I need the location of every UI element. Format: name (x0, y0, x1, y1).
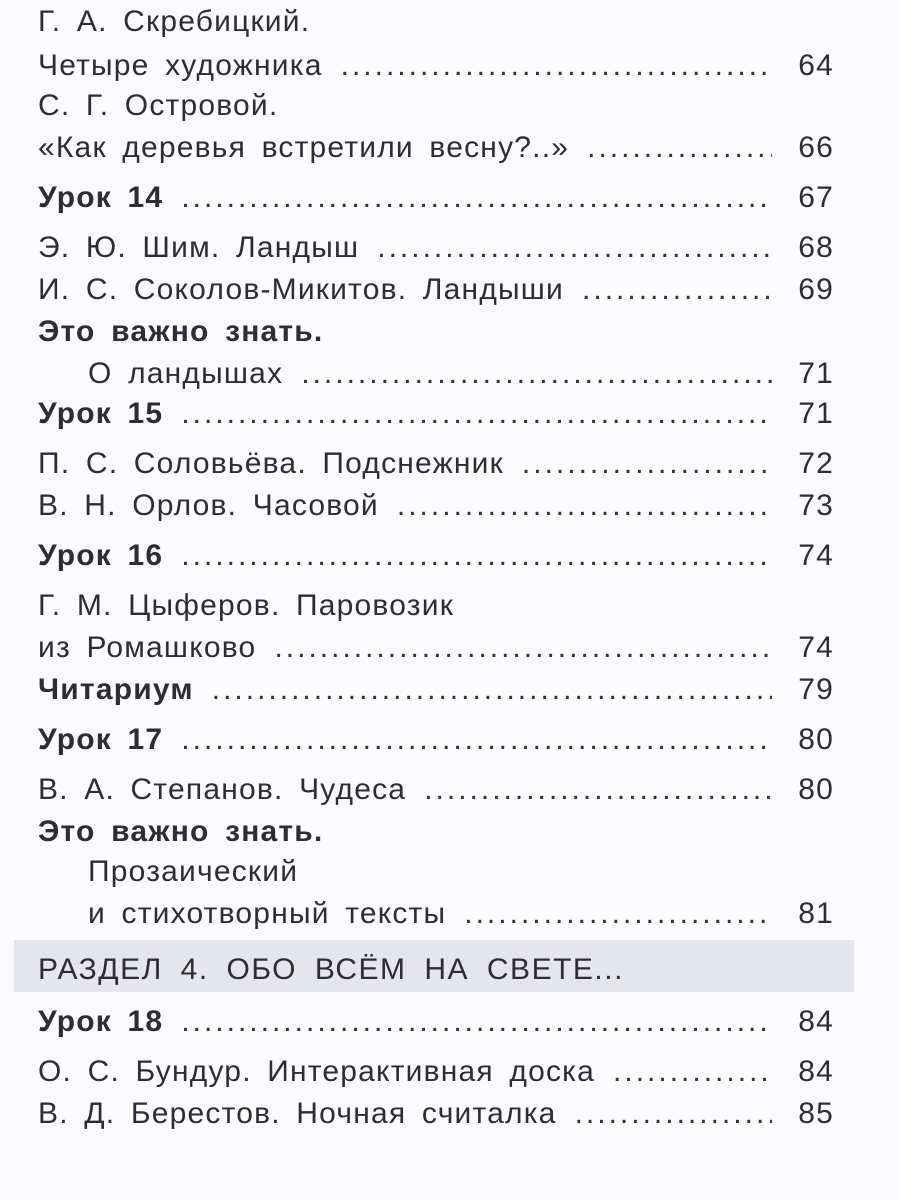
toc-entry-text: В. Д. Берестов. Ночная считалка (38, 1097, 557, 1130)
toc-page-number: 81 (798, 897, 834, 930)
toc-entry-text: О. С. Бундур. Интерактивная доска (38, 1055, 596, 1088)
toc-entry-stihotvorny-teksty (88, 892, 834, 936)
toc-entry-parovozik (38, 626, 834, 670)
toc-entry-text: Г. А. Скребицкий. (38, 5, 311, 38)
dot-leader (181, 1000, 772, 1044)
toc-entry-text: «Как деревья встретили весну?..» (38, 131, 570, 164)
toc-entry-text: Прозаический (88, 855, 299, 888)
toc-page-number: 72 (798, 447, 834, 480)
toc-entry-chudesa (38, 768, 834, 812)
toc-page-number: 80 (798, 723, 834, 756)
toc-page-number: 73 (798, 489, 834, 522)
toc-page-number: 71 (798, 357, 834, 390)
toc-entry-text: П. С. Соловьёва. Подснежник (38, 447, 504, 480)
toc-entry-landyshi (38, 268, 834, 312)
toc-entry-o-landyshah (88, 352, 834, 396)
toc-entry-text: Г. М. Цыферов. Паровозик (38, 589, 455, 622)
dot-leader (464, 892, 772, 936)
toc-page-number: 84 (798, 1005, 834, 1038)
toc-entry-eto-vazhno-znat (38, 310, 834, 354)
toc-entry-text: С. Г. Островой. (38, 89, 279, 122)
toc-entry-chetyre-hudozhnika (38, 44, 834, 88)
dot-leader (575, 1092, 772, 1136)
toc-entry-text: В. А. Степанов. Чудеса (38, 773, 407, 806)
toc-page-number: 74 (798, 631, 834, 664)
toc-entry-text: В. Н. Орлов. Часовой (38, 489, 379, 522)
toc-entry-text: и стихотворный тексты (88, 897, 447, 930)
toc-entry-chitarium (38, 668, 834, 712)
dot-leader (424, 768, 772, 812)
toc-entry-nochnaya-schitalka (38, 1092, 834, 1136)
dot-leader (181, 176, 772, 220)
dot-leader (341, 44, 772, 88)
toc-entry-urok-18 (38, 1000, 834, 1044)
toc-entry-landysh (38, 226, 834, 270)
toc-entry-kak-derevya (38, 126, 834, 170)
toc-entry-author-tsyferov (38, 584, 834, 628)
dot-leader (181, 392, 772, 436)
toc-page-number: 79 (798, 673, 834, 706)
dot-leader (274, 626, 772, 670)
toc-entry-text: Это важно знать. (38, 815, 324, 848)
toc-entry-text: Урок 14 (38, 181, 164, 214)
toc-entry-text: Урок 16 (38, 539, 164, 572)
toc-entry-podsnezhnik (38, 442, 834, 486)
toc-page-number: 74 (798, 539, 834, 572)
dot-leader (613, 1050, 772, 1094)
section-title: РАЗДЕЛ 4. ОБО ВСЁМ НА СВЕТЕ... (38, 953, 624, 986)
toc-entry-text: И. С. Соколов-Микитов. Ландыши (38, 273, 565, 306)
dot-leader (377, 226, 772, 270)
toc-page-number: 69 (798, 273, 834, 306)
dot-leader (301, 352, 772, 396)
toc-page-number: 84 (798, 1055, 834, 1088)
dot-leader (181, 534, 772, 578)
toc-entry-author-ostrovoy (38, 84, 834, 128)
toc-page-number: 71 (798, 397, 834, 430)
toc-page-number: 66 (798, 131, 834, 164)
toc-entry-text: Это важно знать. (38, 315, 324, 348)
toc-entry-text: Урок 18 (38, 1005, 164, 1038)
toc-entry-urok-14 (38, 176, 834, 220)
toc-entry-text: О ландышах (88, 357, 284, 390)
dot-leader (582, 268, 772, 312)
toc-page-number: 68 (798, 231, 834, 264)
toc-entry-text: Урок 17 (38, 723, 164, 756)
toc-entry-urok-15 (38, 392, 834, 436)
dot-leader (587, 126, 772, 170)
toc-entry-interaktivnaya-doska (38, 1050, 834, 1094)
toc-entry-eto-vazhno-znat-2 (38, 810, 834, 854)
dot-leader (397, 484, 772, 528)
dot-leader (212, 668, 772, 712)
toc-entry-chasovoy (38, 484, 834, 528)
toc-page-number: 67 (798, 181, 834, 214)
toc-entry-urok-16 (38, 534, 834, 578)
toc-entry-text: из Ромашково (38, 631, 257, 664)
toc-page-number: 85 (798, 1097, 834, 1130)
toc-entry-urok-17 (38, 718, 834, 762)
toc-entry-prozaicheskiy (88, 850, 834, 894)
toc-entry-text: Четыре художника (38, 49, 323, 82)
toc-entry-author-skrebitsky (38, 0, 834, 44)
dot-leader (522, 442, 772, 486)
toc-page-number: 64 (798, 49, 834, 82)
toc-entry-text: Читариум (38, 673, 194, 706)
toc-entry-text: Э. Ю. Шим. Ландыш (38, 231, 360, 264)
dot-leader (181, 718, 772, 762)
toc-entry-text: Урок 15 (38, 397, 164, 430)
toc-page-number: 80 (798, 773, 834, 806)
